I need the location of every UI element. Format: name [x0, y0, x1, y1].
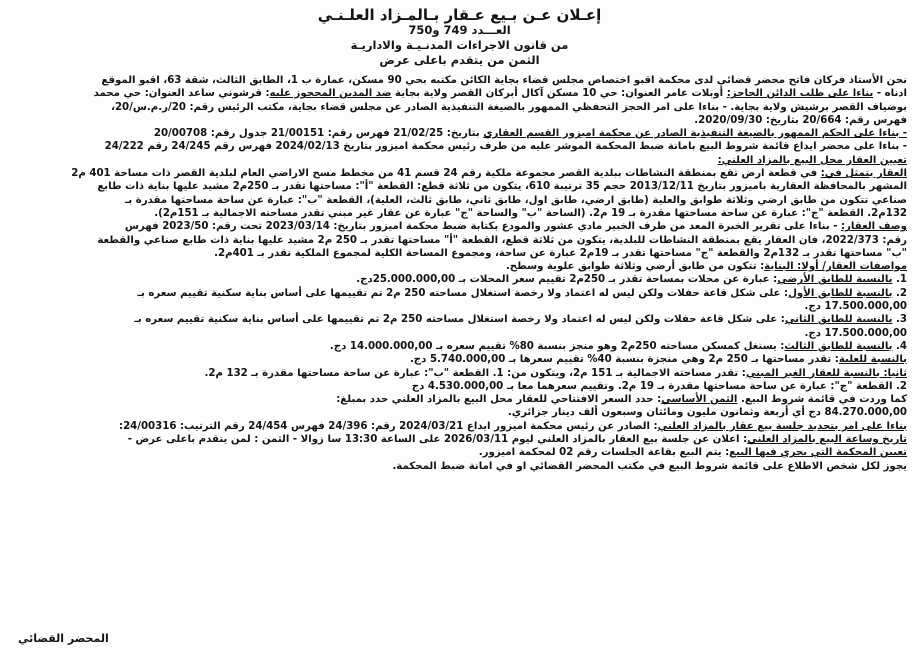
- underlined-heading: الثمن الأساسي: [661, 394, 738, 406]
- underlined-heading: بالنسبة للطابق الثالث: [784, 340, 893, 352]
- signature: المحضر القضائي: [18, 632, 109, 645]
- text: : تقدر مساحتها بـ 250 م2 وهي منجزة بنسبة 40% تقييم سعرها بـ 5.740.000,00 دج.: [409, 354, 839, 366]
- text: 84.270.000,00 دج أي أربعة وثمانون مليون ومائتان وسبعون ألف دينار جزائري.: [507, 407, 907, 419]
- text: - بناءا على محضر ايداع قائمة شروط البيع بامانة ضبط المحكمة الموشر عليه من طرف رئيس محكمة اميزور بتاريخ 2024/02/13 فهرس رقم 24/245 رقم 24/222: [104, 141, 907, 153]
- paragraph: [12, 367, 907, 380]
- paragraph: [12, 247, 907, 260]
- paragraph: [12, 406, 907, 419]
- underlined-heading: وصف العقار:: [840, 221, 907, 233]
- paragraph: [12, 460, 907, 473]
- underlined-heading: مواصفات العقار/ أولا: البناية: [764, 261, 907, 273]
- paragraph: [12, 87, 907, 100]
- text: : يستغل كمسكن مساحته 250م2 وهو منجز بنسبة 80% تقييم سعره بـ 14.000.000,00 دج.: [329, 340, 785, 352]
- paragraph: [12, 234, 907, 247]
- paragraph: [12, 380, 907, 393]
- text: 17.500.000,00 دج.: [804, 327, 907, 339]
- paragraph: [12, 340, 907, 353]
- text: - بناءا على تقرير الخبرة المعد من طرف الخبير مادي عشور والمودع بكتابة ضبط محكمة اميزور بتاريخ: 2023/03/14 تحت رقم: 2023/50 فهرس: [124, 221, 841, 233]
- paragraph: [12, 220, 907, 233]
- underlined-heading: العقار يتمثل في:: [820, 168, 907, 180]
- text: : يتم البيع بقاعة الجلسات رقم 02 لمحكمة اميزور.: [478, 447, 730, 459]
- text: يجوز لكل شخص الاطلاع على قائمة شروط البيع في مكتب المحضر القضائي او في امانة ضبط المحكمة.: [392, 460, 907, 472]
- underlined-heading: - بناءا على الحكم الممهور بالصيغة التنفيذية الصادر عن محكمة اميزور القسم العقاري: [483, 128, 907, 140]
- text: فهرس رقم: 20/664 بتاريخ: 2020/09/30.: [694, 114, 907, 126]
- text: صناعي تتكون من طابق ارضي وثلاثة طوابق والعلية (طابق ارضي، طابق اول، طابق ثاني، طابق ثالث، العلية)، القطعة "ب": عبارة عن ساحة مساحتها مقدرة بـ: [124, 194, 907, 206]
- text: في قطعة ارض تقع بمنطقة النشاطات ببلدية القصر مجموعة ملكية رقم 24 قسم 41 من مخطط مسح الاراضي العام لبلدية القصر ذات مساحة 401 م2: [71, 168, 821, 180]
- text: 132م2. القطعة "ج": عبارة عن ساحة مساحتها مقدرة بـ 19 م2. (الساحة "ب" والساحة "ج" عبارة عن عقار غير مبني تقدر مساحته الاجمالية بـ 151م2).: [154, 207, 907, 219]
- text: 1.: [892, 274, 907, 286]
- underlined-heading: تاريخ وساعة البيع بالمزاد العلني: [747, 434, 907, 446]
- underlined-heading: بالنسبة للطابق الأرضي: [777, 274, 893, 286]
- text: بتاريخ: 21/02/25 فهرس رقم: 21/00151 جدول رقم: 20/00708: [153, 128, 484, 140]
- text: 3.: [892, 314, 907, 326]
- announcement-body: [12, 74, 907, 473]
- underlined-heading: بالنسبة للطابق الثاني: [784, 314, 893, 326]
- text: 2. القطعة "ج": عبارة عن ساحة مساحتها مقدرة بـ 19 م2. وتقييم سعرهما معا بـ 4.530.000,00 دج: [411, 380, 907, 392]
- paragraph: [12, 194, 907, 207]
- paragraph: [12, 287, 907, 300]
- text: 17.500.000,00 دج.: [804, 301, 907, 313]
- text: بوضياف القصر برشيش ولاية بجاية. - بناءا على امر الحجز التحفظي الممهور بالصيغة التنفيذية الصادر عن مجلس قضاء بجاية، مكتب الرئيس رقم: 20/ر.م.س/20،: [111, 101, 907, 113]
- text: أوبلات عامر العنوان: حي 10 مسكن آكال أبركان القصر ولاية بجاية: [391, 88, 727, 100]
- text: : اعلان عن جلسة بيع العقار بالمزاد العلني ليوم 2026/03/11 على الساعة 13:30 سا زوالا - الثمن : لمن يتقدم باعلى عرض -: [127, 434, 748, 446]
- paragraph: [12, 127, 907, 140]
- paragraph: [12, 327, 907, 340]
- paragraph: [12, 420, 907, 433]
- text: : الصادر عن رئيس محكمة اميزور ايداع 2024/03/21 رقم: 24/396 فهرس 24/454 رقم الترتيب: 24/00316:: [118, 420, 658, 432]
- text: : على شكل قاعة حفلات ولكن ليس له اعتماد ولا رخصة استغلال مساحته 250 م2 تم تقييمها على أساس بناية سكنية تقييم سعره بـ: [137, 287, 789, 299]
- price-note: الثمن من يتقدم باعلى عرض: [379, 53, 540, 67]
- text: : قرشوني ساعد العنوان: حي محمد: [93, 88, 270, 100]
- announcement-number: العـــدد 749 و750: [408, 23, 511, 37]
- underlined-heading: بناءا على امر بتحديد جلسة بيع عقار بالمزاد العلني: [657, 420, 907, 432]
- text: 2.: [892, 287, 907, 299]
- underlined-heading: بالنسبة للعلية: [838, 354, 907, 366]
- paragraph: [12, 300, 907, 313]
- paragraph: [12, 353, 907, 366]
- underlined-heading: تعيين المحكمة التي يجري فيها البيع: [729, 447, 907, 459]
- underlined-heading: بناءا على طلب الدائن الحاجز:: [726, 88, 874, 100]
- announcement-header: [12, 8, 907, 68]
- underlined-heading: تعيين العقار محل البيع بالمزاد العلني:: [717, 154, 907, 166]
- paragraph: [12, 446, 907, 459]
- text: : تقدر مساحته الاجمالية بـ 151 م2، ويتكون من: 1. القطعة "ب": عبارة عن ساحة مساحتها مقدرة بـ 132 م2.: [204, 367, 746, 379]
- law-reference: من قانون الاجراءات المدنـيـة والاداريـة: [350, 38, 569, 52]
- text: المشهر بالمحافظة العقارية باميزور بتاريخ 2013/12/11 حجم 35 ترتيبة 610، يتكون من ثلاثة قطع: القطعة "أ": مساحتها تقدر بـ 250م2 مشيد عليها بناية ذات طابع: [97, 181, 907, 193]
- underlined-heading: ضد المدين المحجوز عليه: [269, 88, 392, 100]
- paragraph: [12, 74, 907, 87]
- text: ادناه -: [873, 88, 907, 100]
- text: : تتكون من طابق أرضي وثلاثة طوابق علوية وسطح.: [505, 261, 765, 273]
- paragraph: [12, 167, 907, 180]
- text: "ب" مساحتها تقدر بـ 132م2 والقطعة "ج" مساحتها تقدر بـ 19م2 عبارة عن ساحة، ومجموع المساحة الكلية لمجموع الملكية تقدر بـ 401م2.: [214, 247, 907, 259]
- underlined-heading: ثانيا: بالنسبة للعقار الغير المبني: [745, 367, 907, 379]
- text: : حدد السعر الافتتاحي للعقار محل البيع بالمزاد العلني حدد بمبلغ:: [336, 394, 662, 406]
- paragraph: [12, 180, 907, 193]
- paragraph: [12, 433, 907, 446]
- text: رقم: 2022/373، فان العقار يقع بمنطقة النشاطات للبلدية، يتكون من ثلاثة قطع، القطعة "أ" مساحتها تقدر بـ 250 م2 مشيد عليها بناية ذات طابع صناعي والقطعة: [97, 234, 907, 246]
- paragraph: [12, 313, 907, 326]
- paragraph: [12, 114, 907, 127]
- text: نحن الأستاذ فركان فاتح محضر قضائي لدى محكمة اقبو اختصاص مجلس قضاء بجاية الكائن مكتبه بحي 90 مسكن، عمارة ب 1، الطابق الثالث، شقة 63، اقبو الموقع: [101, 75, 907, 86]
- paragraph: [12, 140, 907, 153]
- paragraph: [12, 154, 907, 167]
- underlined-heading: بالنسبة للطابق الأول: [788, 287, 893, 299]
- announcement-title: إعـلان عـن بـيع عـقار بـالمـزاد العلـنـي: [317, 6, 602, 24]
- text: : على شكل قاعة حفلات ولكن ليس له اعتماد ولا رخصة استغلال مساحته 250 م2 تم تقييمها على أساس بناية سكنية تقييم سعره بـ: [134, 314, 785, 326]
- paragraph: [12, 101, 907, 114]
- paragraph: [12, 393, 907, 406]
- text: كما وردت في قائمة شروط البيع.: [737, 394, 907, 406]
- paragraph: [12, 260, 907, 273]
- text: : عبارة عن محلات بمساحة تقدر بـ 250م2 تقييم سعر المحلات بـ 25.000.000,00دج.: [356, 274, 778, 286]
- paragraph: [12, 207, 907, 220]
- paragraph: [12, 273, 907, 286]
- text: 4.: [892, 340, 907, 352]
